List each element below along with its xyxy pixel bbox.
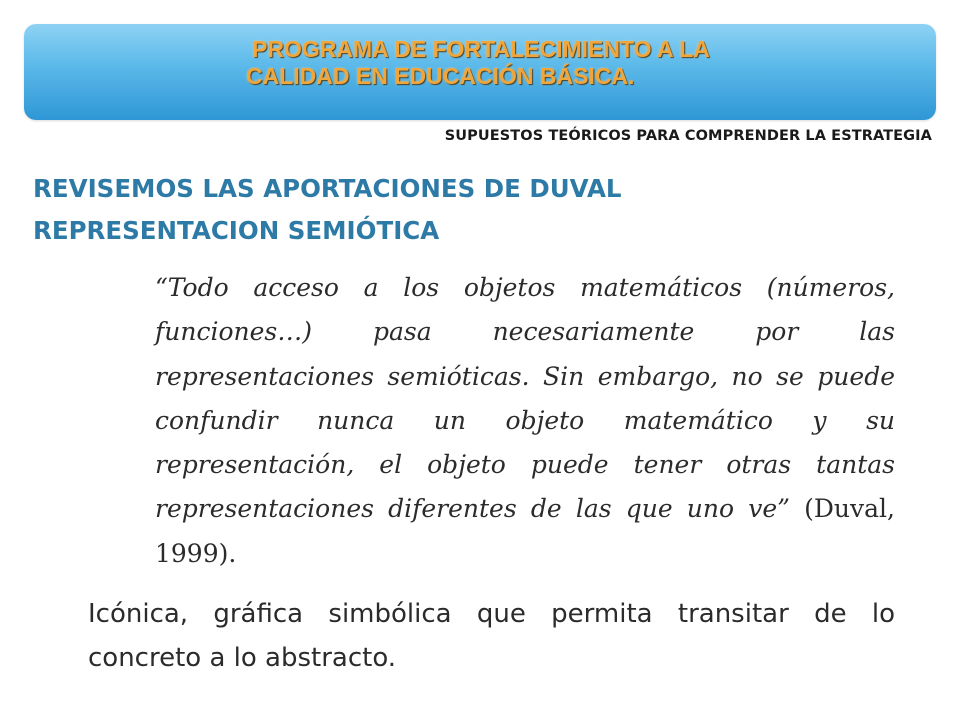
slide-heading-line-2: REPRESENTACION SEMIÓTICA <box>33 216 440 245</box>
slide-subtitle: SUPUESTOS TEÓRICOS PARA COMPRENDER LA ESTRATEGIA <box>444 128 932 144</box>
program-title-line-2: CALIDAD EN EDUCACIÓN BÁSICA. <box>246 63 635 89</box>
program-title-line-1: PROGRAMA DE FORTALECIMIENTO A LA <box>252 36 710 62</box>
program-title <box>246 36 886 90</box>
quote-citation: (Duval, 1999). <box>155 494 895 568</box>
duval-quote <box>155 266 895 576</box>
slide-heading <box>33 168 913 252</box>
body-paragraph: Icónica, gráfica simbólica que permita transitar de lo concreto a lo abstracto. <box>88 599 895 673</box>
quote-text: “Todo acceso a los objetos matemáticos (números, funciones…) pasa necesariamente por las representaciones semióticas. Sin embargo, no se puede confundir nunca un objeto matemático y su representación, el objeto puede tener otras tantas representaciones diferentes de las que uno ve” <box>155 273 895 524</box>
slide-heading-line-1: REVISEMOS LAS APORTACIONES DE DUVAL <box>33 174 622 203</box>
